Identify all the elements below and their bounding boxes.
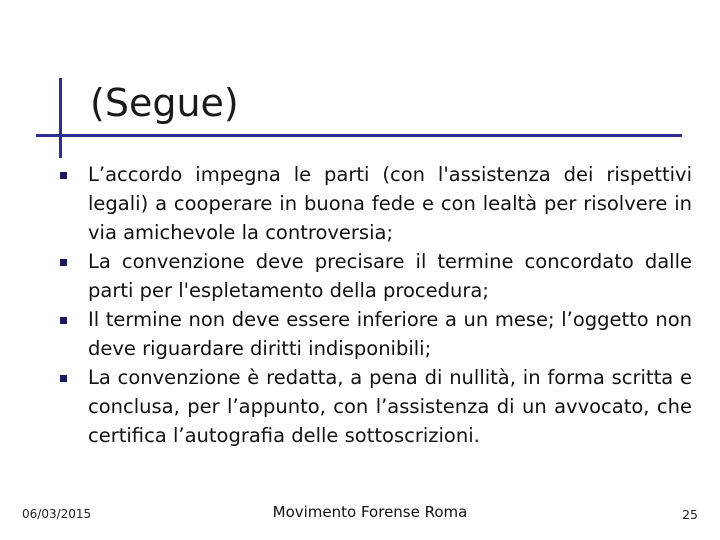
footer-date: 06/03/2015 [22,507,92,521]
square-bullet-icon [60,317,67,324]
list-item [60,305,692,363]
square-bullet-icon [60,172,67,179]
square-bullet-icon [60,259,67,266]
title-vertical-rule [59,78,62,158]
square-bullet-icon [60,375,67,382]
slide-title: (Segue) [90,81,239,125]
bullet-text: La convenzione deve precisare il termine concordato dalle parti per l'espletamento della procedura; [88,250,692,302]
bullet-text: L’accordo impegna le parti (con l'assistenza dei rispettivi legali) a cooperare in buona fede e con lealtà per risolvere in via amichevole la controversia; [88,163,692,244]
page-number: 25 [682,507,698,522]
title-horizontal-rule [36,134,682,137]
list-item [60,160,692,247]
footer-organization: Movimento Forense Roma [272,503,468,521]
bullet-text: Il termine non deve essere inferiore a un mese; l’oggetto non deve riguardare diritti indisponibili; [88,308,692,360]
bullet-text: La convenzione è redatta, a pena di nullità, in forma scritta e conclusa, per l’appunto, con l’assistenza di un avvocato, che certifica l’autografia delle sottoscrizioni. [88,366,692,447]
list-item [60,247,692,305]
list-item [60,363,692,450]
bullet-list [60,160,692,450]
